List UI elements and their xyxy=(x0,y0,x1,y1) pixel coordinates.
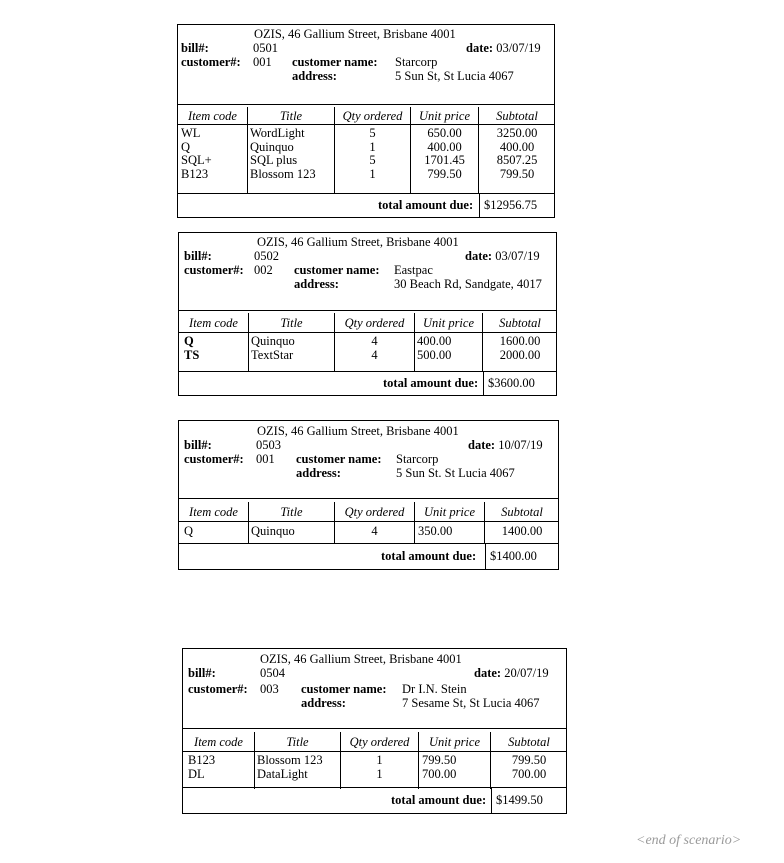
item-code: TS xyxy=(184,347,200,362)
bill-label: bill#: xyxy=(184,249,212,263)
unit-price-column xyxy=(411,125,479,194)
bill-header xyxy=(183,649,566,729)
qty-column xyxy=(335,125,411,194)
item-code-column xyxy=(179,522,249,544)
total-row xyxy=(183,787,566,813)
total-label: total amount due: xyxy=(381,549,477,563)
bill-date xyxy=(465,249,540,263)
items-table xyxy=(183,732,566,789)
col-header-qty: Qty ordered xyxy=(335,502,415,522)
item-code-column xyxy=(179,333,249,371)
item-title: TextStar xyxy=(251,347,294,362)
bill-header xyxy=(178,25,554,105)
item-qty: 5 xyxy=(369,153,376,167)
customer-number: 003 xyxy=(260,682,279,696)
item-title: SQL plus xyxy=(250,153,298,167)
customer-label: customer#: xyxy=(184,452,244,466)
col-header-title: Title xyxy=(249,502,335,522)
item-code: DL xyxy=(188,766,205,781)
qty-column xyxy=(341,752,419,789)
total-row xyxy=(179,371,556,395)
item-code: SQL+ xyxy=(181,153,212,167)
date-label: date: xyxy=(466,41,494,55)
item-subtotal: 2000.00 xyxy=(499,347,541,362)
customer-name: Dr I.N. Stein xyxy=(402,682,467,696)
total-row xyxy=(178,193,554,217)
item-subtotal: 400.00 xyxy=(499,139,535,154)
item-title: Quinquo xyxy=(250,139,294,154)
total-amount: $1499.50 xyxy=(491,788,566,813)
customer-label: customer#: xyxy=(188,682,248,696)
col-header-qty: Qty ordered xyxy=(335,313,415,333)
items-table xyxy=(179,502,558,544)
col-header-title: Title xyxy=(248,107,335,125)
item-unit-price: 650.00 xyxy=(427,126,462,140)
col-header-unit-price: Unit price xyxy=(415,313,483,333)
date-label: date: xyxy=(474,666,502,680)
item-unit-price: 1701.45 xyxy=(424,153,465,167)
customer-number: 001 xyxy=(256,452,275,466)
bill-number: 0501 xyxy=(253,41,278,55)
customer-address: 5 Sun St, St Lucia 4067 xyxy=(395,69,514,83)
company-address: OZIS, 46 Gallium Street, Brisbane 4001 xyxy=(257,235,459,249)
customer-number: 002 xyxy=(254,263,273,277)
item-qty: 4 xyxy=(371,347,378,362)
item-code: B123 xyxy=(188,753,216,767)
item-unit-price: 400.00 xyxy=(417,334,452,348)
address-label: address: xyxy=(294,277,339,291)
address-label: address: xyxy=(301,696,346,710)
col-header-title: Title xyxy=(255,732,341,752)
col-header-item-code: Item code xyxy=(178,107,248,125)
date-label: date: xyxy=(468,438,496,452)
item-title: DataLight xyxy=(257,766,308,781)
item-code: Q xyxy=(184,334,194,348)
item-qty: 1 xyxy=(376,766,383,781)
col-header-unit-price: Unit price xyxy=(415,502,485,522)
subtotal-column xyxy=(485,522,559,544)
col-header-subtotal: Subtotal xyxy=(483,313,557,333)
item-qty: 1 xyxy=(369,139,376,154)
bill-number: 0502 xyxy=(254,249,279,263)
col-header-qty: Qty ordered xyxy=(341,732,419,752)
items-table xyxy=(178,107,554,194)
bill-date xyxy=(466,41,541,55)
item-subtotal: 700.00 xyxy=(511,766,547,781)
item-unit-price: 400.00 xyxy=(427,139,462,154)
date-value: 10/07/19 xyxy=(498,438,543,452)
total-amount: $3600.00 xyxy=(483,372,556,395)
bill-card xyxy=(177,24,555,218)
item-subtotal: 799.50 xyxy=(511,753,547,767)
bill-label: bill#: xyxy=(181,41,209,55)
date-value: 03/07/19 xyxy=(496,41,541,55)
col-header-title: Title xyxy=(249,313,335,333)
item-subtotal: 799.50 xyxy=(499,166,535,181)
customer-label: customer#: xyxy=(181,55,241,69)
qty-column xyxy=(335,333,415,371)
title-column xyxy=(248,125,335,194)
subtotal-column xyxy=(483,333,557,371)
customer-name: Starcorp xyxy=(396,452,439,466)
col-header-subtotal: Subtotal xyxy=(485,502,559,522)
item-title: Quinquo xyxy=(251,334,295,348)
subtotal-column xyxy=(479,125,555,194)
customer-address: 7 Sesame St, St Lucia 4067 xyxy=(402,696,540,710)
item-code-column xyxy=(183,752,255,789)
item-qty: 5 xyxy=(369,126,376,140)
title-column xyxy=(255,752,341,789)
item-unit-price: 799.50 xyxy=(427,166,462,181)
bill-date xyxy=(468,438,543,452)
qty-column xyxy=(335,522,415,544)
total-amount: $1400.00 xyxy=(485,544,558,569)
bill-number: 0503 xyxy=(256,438,281,452)
items-table xyxy=(179,313,556,371)
item-code-column xyxy=(178,125,248,194)
total-row xyxy=(179,543,558,569)
address-label: address: xyxy=(296,466,341,480)
item-code: B123 xyxy=(181,166,209,181)
col-header-item-code: Item code xyxy=(179,313,249,333)
item-subtotal: 8507.25 xyxy=(496,153,538,167)
subtotal-column xyxy=(491,752,567,789)
bill-date xyxy=(474,666,549,680)
item-unit-price: 500.00 xyxy=(417,347,452,362)
title-column xyxy=(249,522,335,544)
customer-name: Starcorp xyxy=(395,55,438,69)
title-column xyxy=(249,333,335,371)
bill-label: bill#: xyxy=(184,438,212,452)
col-header-item-code: Item code xyxy=(179,502,249,522)
date-label: date: xyxy=(465,249,493,263)
bill-number: 0504 xyxy=(260,666,285,680)
col-header-subtotal: Subtotal xyxy=(479,107,555,125)
total-amount: $12956.75 xyxy=(479,194,554,217)
col-header-unit-price: Unit price xyxy=(419,732,491,752)
item-unit-price: 799.50 xyxy=(422,753,457,767)
item-code: Q xyxy=(184,524,194,538)
bill-card xyxy=(178,232,557,396)
company-address: OZIS, 46 Gallium Street, Brisbane 4001 xyxy=(257,424,459,438)
item-unit-price: 700.00 xyxy=(422,766,457,781)
item-title: Blossom 123 xyxy=(250,166,316,181)
total-label: total amount due: xyxy=(391,793,487,807)
item-unit-price: 350.00 xyxy=(418,524,453,538)
customer-label: customer#: xyxy=(184,263,244,277)
end-of-scenario-note: <end of scenario> xyxy=(636,833,742,848)
item-qty: 4 xyxy=(371,524,378,538)
item-code: Q xyxy=(181,139,191,154)
total-label: total amount due: xyxy=(383,376,479,390)
bill-header xyxy=(179,421,558,499)
item-subtotal: 1600.00 xyxy=(499,334,541,348)
unit-price-column xyxy=(415,522,485,544)
item-subtotal: 3250.00 xyxy=(496,126,538,140)
item-title: Quinquo xyxy=(251,524,295,538)
bill-card xyxy=(178,420,559,570)
company-address: OZIS, 46 Gallium Street, Brisbane 4001 xyxy=(254,27,456,41)
col-header-qty: Qty ordered xyxy=(335,107,411,125)
item-code: WL xyxy=(181,126,201,140)
col-header-item-code: Item code xyxy=(183,732,255,752)
date-value: 03/07/19 xyxy=(495,249,540,263)
customer-address: 5 Sun St. St Lucia 4067 xyxy=(396,466,515,480)
customer-name-label: customer name: xyxy=(292,55,378,69)
col-header-subtotal: Subtotal xyxy=(491,732,567,752)
item-subtotal: 1400.00 xyxy=(501,524,543,538)
item-qty: 4 xyxy=(371,334,378,348)
total-label: total amount due: xyxy=(378,198,474,212)
item-qty: 1 xyxy=(376,753,383,767)
customer-name-label: customer name: xyxy=(296,452,382,466)
unit-price-column xyxy=(419,752,491,789)
bill-label: bill#: xyxy=(188,666,216,680)
company-address: OZIS, 46 Gallium Street, Brisbane 4001 xyxy=(260,652,462,666)
customer-number: 001 xyxy=(253,55,272,69)
item-title: WordLight xyxy=(250,126,305,140)
customer-name-label: customer name: xyxy=(301,682,387,696)
item-title: Blossom 123 xyxy=(257,753,323,767)
bill-header xyxy=(179,233,556,311)
customer-address: 30 Beach Rd, Sandgate, 4017 xyxy=(394,277,542,291)
unit-price-column xyxy=(415,333,483,371)
bill-card xyxy=(182,648,567,814)
customer-name: Eastpac xyxy=(394,263,433,277)
date-value: 20/07/19 xyxy=(504,666,549,680)
customer-name-label: customer name: xyxy=(294,263,380,277)
item-qty: 1 xyxy=(369,166,376,181)
col-header-unit-price: Unit price xyxy=(411,107,479,125)
address-label: address: xyxy=(292,69,337,83)
